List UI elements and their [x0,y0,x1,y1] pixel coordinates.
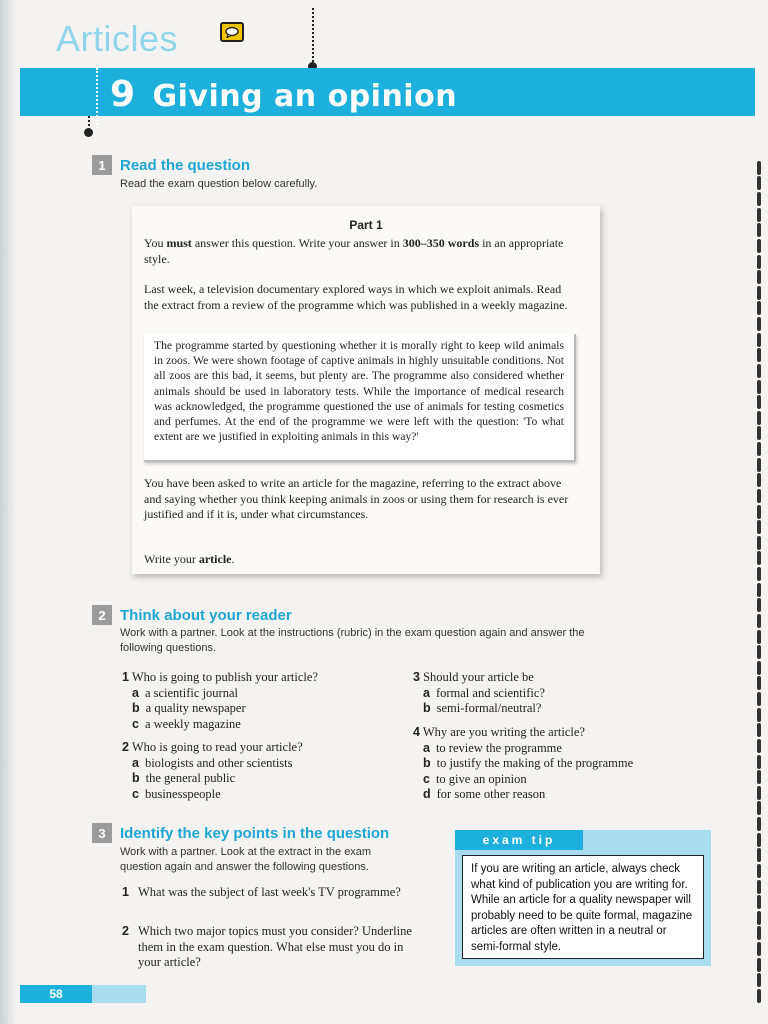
spiral-ring [757,520,761,534]
part-label: Part 1 [349,218,383,232]
exam-question-box [132,206,600,574]
spiral-ring [757,864,761,878]
question-2-1: 1 Who is going to publish your article? a a scientific journal b a quality newspaper c a weekly magazine [122,670,318,731]
page-edge [0,0,14,1024]
spiral-ring [757,536,761,550]
unit-number: 9 [110,74,136,115]
spiral-ring [757,973,761,987]
exam-tip-header [455,830,711,850]
section-3-instruction: Work with a partner. Look at the extract in the exam question again and answer the following questions. [120,846,372,873]
spiral-ring [757,755,761,769]
spiral-ring [757,208,761,222]
section-2-instruction: Work with a partner. Look at the instructions (rubric) in the exam question again and answer the following questions. [120,627,585,654]
spiral-ring [757,817,761,831]
spiral-ring [757,286,761,300]
spiral-ring [757,786,761,800]
spiral-ring [757,239,761,253]
section-1-heading [92,155,250,175]
spiral-ring [757,989,761,1003]
spiral-ring [757,223,761,237]
question-2-4: 4 Why are you writing the article? a to review the programme b to justify the making of the programme c to give an opinion d for some other reason [413,725,634,801]
section-number: 3 [92,823,112,843]
section-title: Identify the key points in the question [120,824,390,842]
spiral-ring [757,411,761,425]
spiral-ring [757,848,761,862]
section-title: Think about your reader [120,606,292,624]
spiral-ring [757,895,761,909]
speech-bubble-icon [220,22,244,42]
spiral-ring [757,348,761,362]
spiral-ring [757,270,761,284]
spiral-ring [757,176,761,190]
spiral-ring [757,770,761,784]
spiral-ring [757,426,761,440]
spiral-ring [757,676,761,690]
spiral-ring [757,489,761,503]
section-2-heading [92,605,292,625]
section-number: 2 [92,605,112,625]
spiral-ring [757,708,761,722]
spiral-ring [757,458,761,472]
spiral-ring [757,942,761,956]
spiral-ring [757,723,761,737]
section-3-heading [92,823,389,843]
spiral-ring [757,505,761,519]
exam-tip-label: exam tip [455,830,583,850]
spiral-ring [757,926,761,940]
question-3-1: 1 What was the subject of last week's TV programme? [122,885,401,899]
spiral-ring [757,911,761,925]
spiral-ring [757,317,761,331]
exam-context: Last week, a television documentary explored ways in which we exploit animals. Read the extract from a review of the programme which was published in a weekly magazine. [144,282,568,312]
review-extract: The programme started by questioning whether it is morally right to keep wild animals in zoos. We were shown footage of captive animals in highly unsuitable conditions. Not all zoos are this bad, it seems, but plenty are. The programme also considered whether animals should be used in laboratory tests. While the importance of medical research was acknowledged, the programme questioned the use of animals for testing cosmetics and perfumes. At the end of the programme we were left with the question: 'To what extent are we justified in exploiting animals in this way?' [144,334,576,462]
spiral-ring [757,598,761,612]
exam-tip-text: If you are writing an article, always check what kind of publication you are writing for. While an article for a quality newspaper will probably need to be quite formal, magazine articles are often written in a neutral or semi-formal style. [462,855,704,959]
section-1-instruction: Read the exam question below carefully. [120,178,318,190]
spiral-ring [757,630,761,644]
spiral-ring [757,583,761,597]
spiral-ring [757,661,761,675]
spiral-ring [757,551,761,565]
unit-title [110,74,457,115]
exam-write: Write your article. [144,552,235,566]
spiral-ring [757,833,761,847]
spiral-ring [757,739,761,753]
spiral-ring [757,614,761,628]
spiral-ring [757,161,761,175]
spiral-ring [757,192,761,206]
spiral-ring [757,301,761,315]
spiral-ring [757,473,761,487]
section-title: Read the question [120,156,251,174]
decorative-dotted-line [312,8,314,66]
spiral-binding [752,0,766,1024]
spiral-ring [757,395,761,409]
decorative-dot [84,128,93,137]
question-3-2: 2 Which two major topics must you consider? Underline them in the exam question. What else must you do in your article? [122,924,412,969]
spiral-ring [757,958,761,972]
spiral-ring [757,880,761,894]
spiral-ring [757,333,761,347]
section-number: 1 [92,155,112,175]
spiral-ring [757,801,761,815]
spiral-ring [757,645,761,659]
spiral-ring [757,380,761,394]
spiral-ring [757,567,761,581]
section-tag: Articles [56,18,179,59]
exam-intro: You must answer this question. Write your answer in 300–350 words in an appropriate style. [144,236,564,266]
spiral-ring [757,692,761,706]
question-2-2: 2 Who is going to read your article? a biologists and other scientists b the general public c businesspeople [122,740,303,801]
page-number: 58 [20,985,92,1003]
exam-task: You have been asked to write an article for the magazine, referring to the extract above and saying whether you think keeping animals in zoos or using them for research is ever justified and if it is, under what circumstances. [144,476,569,521]
unit-title-text: Giving an opinion [152,79,458,114]
spiral-ring [757,364,761,378]
spiral-ring [757,442,761,456]
question-2-3: 3 Should your article be a formal and scientific? b semi-formal/neutral? [413,670,545,715]
spiral-ring [757,255,761,269]
